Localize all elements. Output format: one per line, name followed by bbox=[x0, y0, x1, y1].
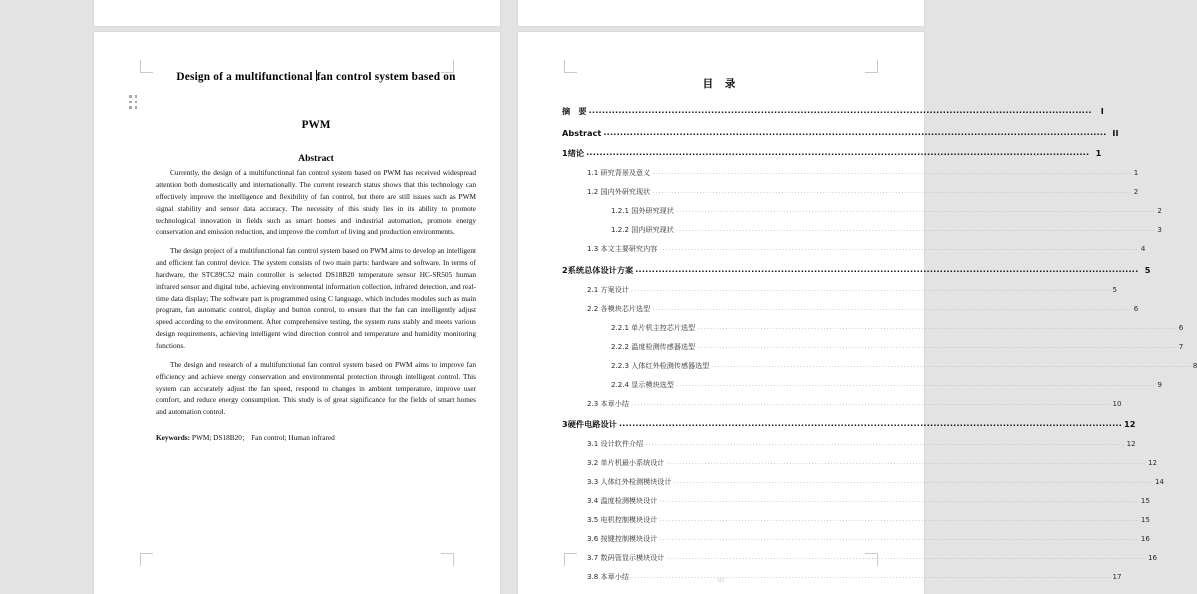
toc-leader-dots bbox=[666, 457, 1146, 466]
toc-entry-page: 5 bbox=[1144, 264, 1151, 275]
toc-entry[interactable] bbox=[562, 534, 1150, 544]
toc-leader-dots bbox=[631, 284, 1111, 293]
toc-leader-dots bbox=[589, 105, 1092, 115]
toc-entry[interactable] bbox=[562, 360, 1197, 371]
toc-entry-label: 系统总体设计方案 bbox=[567, 264, 634, 275]
toc-entry[interactable] bbox=[562, 553, 1157, 563]
toc-entry-page: 12 bbox=[1147, 458, 1157, 467]
toc-entry-page: 6 bbox=[1178, 322, 1184, 332]
abstract-paragraph[interactable]: Currently, the design of a multifunctional fan control system based on PWM has received widespread attention both domestically and internationally. The current research status shows that this technology can effectively improve the intelligence and flexibility of fan control, but there are still issues such as PWM signal stability and sensor data accuracy. The necessity of this study lies in its ability to promote technological innovation in fields such as smart homes and industrial automation, promote energy conservation and emission reduction, and improve the comfort of living and production environments. bbox=[156, 168, 476, 237]
toc-leader-dots bbox=[659, 495, 1139, 504]
toc-entry-page: 9 bbox=[1157, 379, 1162, 389]
toc-entry-page: 16 bbox=[1147, 553, 1157, 562]
toc-list bbox=[562, 106, 1197, 582]
toc-entry-label: 2.3 本章小结 bbox=[587, 398, 629, 408]
toc-entry-page: I bbox=[1100, 106, 1104, 116]
toc-entry-label: 1.2 国内外研究现状 bbox=[587, 187, 651, 196]
toc-heading: 目 录 bbox=[702, 78, 740, 90]
toc-entry-label: 2.2.1 单片机主控芯片选型 bbox=[611, 322, 696, 332]
toc-entry-label: 2.2.3 人体红外检测传感器选型 bbox=[611, 360, 710, 370]
toc-entry[interactable] bbox=[562, 496, 1150, 506]
toc-entry-number: 1 bbox=[562, 148, 568, 158]
toc-leader-dots bbox=[673, 476, 1153, 485]
toc-entry-page: II bbox=[1112, 127, 1119, 138]
abstract-paragraph[interactable]: The design project of a multifunctional fan control system based on PWM aims to develop an intelligent and efficient fan control device. The system consists of two main parts: hardware and software. In terms of hardware, the STC89C52 main controller is selected DS18B20 temperature sensor HC-SR505 human infrared sensor and digital tube, achieving environmental information collection, infrared detection, and real-time data display; The software part is programmed using C language, which includes modules such as main program, fan automatic control, display and button control, to ensure that the fan can intelligently adjust speed according to the environment. After comprehensive testing, the system runs stably and meets various design requirements, achieving intelligent wind direction control and temperature and humidity monitoring functions. bbox=[156, 246, 476, 350]
toc-entry-label: 1.1 研究背景及意义 bbox=[587, 168, 651, 177]
toc-leader-dots bbox=[652, 186, 1132, 195]
toc-entry[interactable] bbox=[562, 477, 1165, 487]
page-table-of-contents[interactable] bbox=[518, 32, 1197, 594]
toc-entry-page: 12 bbox=[1124, 419, 1136, 429]
toc-entry[interactable] bbox=[562, 168, 1139, 178]
handle-dot bbox=[129, 95, 132, 98]
title-text-part2: fan control system based on bbox=[316, 71, 456, 83]
toc-entry-page: 5 bbox=[1112, 284, 1117, 294]
toc-entry-label: 绪论 bbox=[567, 148, 585, 158]
toc-entry-page: 15 bbox=[1140, 515, 1150, 524]
page-abstract[interactable] bbox=[94, 32, 500, 594]
abstract-content bbox=[94, 32, 500, 594]
toc-entry-page: 14 bbox=[1155, 477, 1165, 486]
toc-entry[interactable] bbox=[562, 127, 1119, 138]
toc-leader-dots bbox=[645, 438, 1125, 447]
keywords-line[interactable] bbox=[156, 432, 476, 444]
toc-leader-dots bbox=[603, 127, 1106, 137]
handle-dot bbox=[135, 106, 138, 109]
toc-entry[interactable] bbox=[562, 284, 1117, 295]
toc-entry-label: 3.7 数码管显示模块设计 bbox=[587, 553, 665, 562]
toc-leader-dots bbox=[619, 418, 1122, 428]
toc-entry-page: 12 bbox=[1126, 439, 1136, 448]
toc-entry-page: 10 bbox=[1112, 398, 1122, 408]
keywords-label: Keywords: bbox=[156, 433, 191, 443]
toc-entry[interactable] bbox=[562, 458, 1157, 468]
toc-content bbox=[518, 32, 1197, 594]
toc-leader-dots bbox=[676, 379, 1156, 388]
toc-entry-page: 6 bbox=[1133, 303, 1139, 313]
toc-leader-dots bbox=[666, 552, 1146, 561]
toc-entry[interactable] bbox=[562, 379, 1162, 390]
toc-entry-page: 8 bbox=[1192, 360, 1197, 370]
title-text-part1: Design of a multifunctional bbox=[176, 71, 316, 83]
handle-dot bbox=[129, 101, 132, 104]
toc-entry[interactable] bbox=[562, 419, 1136, 430]
toc-leader-dots bbox=[631, 398, 1111, 407]
toc-entry[interactable] bbox=[562, 187, 1139, 197]
toc-entry-page: 1 bbox=[1095, 148, 1102, 158]
toc-leader-dots bbox=[652, 303, 1132, 312]
toc-entry-label: 摘 要 bbox=[562, 106, 587, 116]
toc-entry-label: 2.2.2 温度检测传感器选型 bbox=[611, 341, 696, 351]
toc-entry-page: 15 bbox=[1140, 496, 1150, 505]
paragraph-drag-handle[interactable] bbox=[129, 95, 138, 110]
toc-entry-number: 2 bbox=[562, 264, 568, 275]
toc-entry[interactable] bbox=[562, 206, 1162, 216]
toc-entry[interactable] bbox=[562, 398, 1122, 409]
keywords-value: PWM; DS18B20； Fan control; Human infrared bbox=[190, 433, 335, 443]
toc-leader-dots bbox=[586, 147, 1089, 157]
toc-entry-label: 3.8 本章小结 bbox=[587, 572, 629, 581]
toc-entry-number: 3 bbox=[562, 419, 568, 429]
toc-entry[interactable] bbox=[562, 148, 1102, 159]
toc-entry-label: 硬件电路设计 bbox=[567, 419, 617, 429]
abstract-heading: Abstract bbox=[298, 153, 334, 165]
toc-entry-page: 2 bbox=[1157, 206, 1162, 215]
toc-entry-label: 2.2.4 显示模块选型 bbox=[611, 379, 674, 389]
handle-dot bbox=[129, 106, 132, 109]
previous-page-right-sheet bbox=[518, 0, 924, 26]
toc-entry[interactable] bbox=[562, 439, 1136, 449]
toc-entry-label: 3.5 电机控制模块设计 bbox=[587, 515, 658, 524]
toc-leader-dots bbox=[659, 243, 1139, 252]
toc-leader-dots bbox=[697, 322, 1177, 331]
toc-entry[interactable] bbox=[562, 515, 1150, 525]
toc-entry[interactable] bbox=[562, 303, 1139, 314]
toc-entry[interactable] bbox=[562, 322, 1184, 333]
toc-entry-label: 1.3 本文主要研究内容 bbox=[587, 244, 658, 253]
toc-entry-label: 2.1 方案设计 bbox=[587, 284, 629, 294]
toc-leader-dots bbox=[659, 533, 1139, 542]
toc-entry-label: 1.2.2 国内研究现状 bbox=[611, 225, 674, 234]
toc-entry-label: 1.2.1 国外研究现状 bbox=[611, 206, 674, 215]
toc-entry[interactable] bbox=[562, 341, 1184, 352]
toc-entry[interactable] bbox=[562, 225, 1162, 235]
toc-entry[interactable] bbox=[562, 264, 1151, 276]
toc-entry-label: 3.1 设计软件介绍 bbox=[587, 439, 644, 448]
toc-leader-dots bbox=[711, 360, 1191, 369]
page-title[interactable] bbox=[156, 70, 476, 85]
toc-leader-dots bbox=[697, 341, 1177, 350]
toc-entry-page: 7 bbox=[1178, 341, 1184, 351]
toc-entry[interactable] bbox=[562, 244, 1146, 254]
toc-entry-page: 17 bbox=[1112, 572, 1122, 581]
toc-entry[interactable] bbox=[562, 106, 1104, 117]
toc-entry-page: 16 bbox=[1140, 534, 1150, 543]
previous-page-left-sheet bbox=[94, 0, 500, 26]
toc-leader-dots bbox=[652, 167, 1132, 176]
abstract-paragraph[interactable]: The design and research of a multifunctional fan control system based on PWM aims to improve fan efficiency and achieve energy conservation and environmental protection through intelligent control. This system can accurately adjust the fan speed, respond to changes in ambient temperature, improve user comfort, and reduce energy consumption. This study is of great significance for the fields of smart homes and automation control. bbox=[156, 360, 476, 417]
toc-entry-page: 2 bbox=[1133, 187, 1139, 196]
handle-dot bbox=[135, 101, 138, 104]
toc-leader-dots bbox=[635, 264, 1138, 274]
toc-leader-dots bbox=[676, 224, 1156, 233]
handle-dot bbox=[135, 95, 138, 98]
toc-entry-page: 1 bbox=[1133, 168, 1139, 177]
page-folio-number: III bbox=[717, 577, 725, 584]
page-title-line2[interactable]: PWM bbox=[301, 119, 331, 132]
toc-entry-label: 3.6 按键控制模块设计 bbox=[587, 534, 658, 543]
toc-entry-label: 3.2 单片机最小系统设计 bbox=[587, 458, 665, 467]
toc-entry-page: 4 bbox=[1140, 244, 1146, 253]
toc-entry-page: 3 bbox=[1157, 225, 1162, 234]
toc-entry-label: 3.4 温度检测模块设计 bbox=[587, 496, 658, 505]
toc-entry-label: 3.3 人体红外检测模块设计 bbox=[587, 477, 672, 486]
toc-leader-dots bbox=[659, 514, 1139, 523]
toc-entry-label: 2.2 各模块芯片选型 bbox=[587, 303, 651, 313]
toc-entry-label: Abstract bbox=[562, 127, 602, 138]
toc-leader-dots bbox=[676, 205, 1156, 214]
